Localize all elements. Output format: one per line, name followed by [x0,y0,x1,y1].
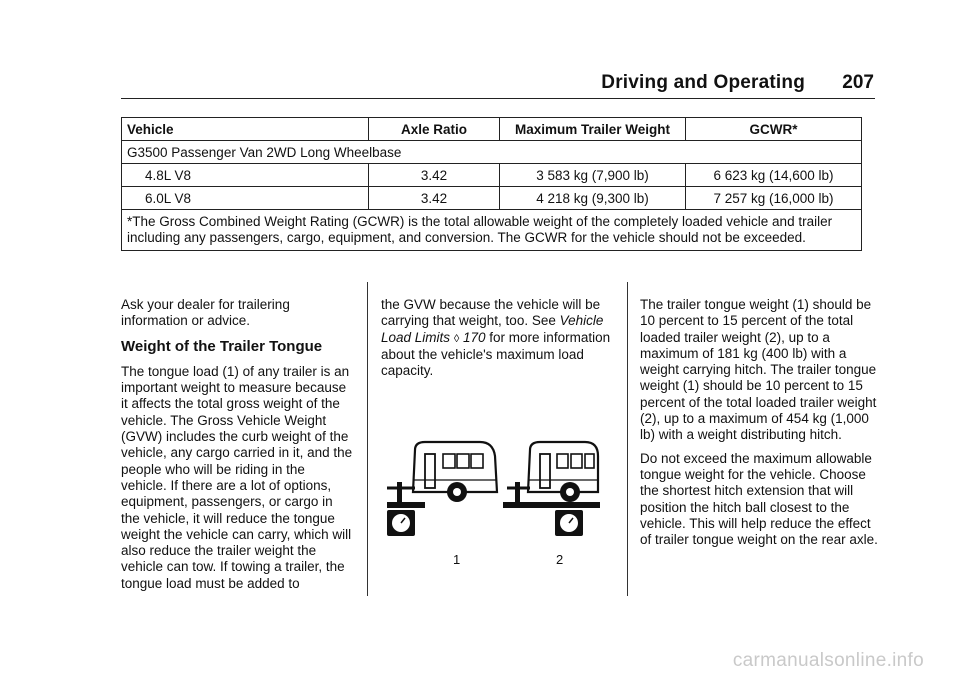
page-reference-arrow-icon: ◊ [453,332,460,345]
reference-page-number[interactable]: 170 [463,329,486,345]
trailer-spec-table [121,117,862,251]
engine-cell: 6.0L V8 [122,187,369,210]
table-row [122,187,862,210]
col-header-gcwr: GCWR* [686,118,862,141]
trailer-total-weight-illustration [503,442,600,536]
trailer-tongue-weight-illustration [387,442,497,536]
text-column-3 [640,297,878,555]
col-header-vehicle: Vehicle [122,118,369,141]
vehicle-load-limits-link[interactable]: Vehicle Load Limits [381,313,604,345]
body-paragraph: Do not exceed the maximum allowable tongue weight for the vehicle. Choose the shortest hitch extension that will position the hitch ball closest to the vehicle. This will help reduce the effect of trailer tongue weight on the rear axle. [640,450,878,548]
engine-cell: 4.8L V8 [122,164,369,187]
column-divider [367,282,368,596]
table-header-row [122,118,862,141]
column-divider [627,282,628,596]
intro-paragraph: Ask your dealer for trailering information or advice. [121,297,290,329]
section-title: Driving and Operating [601,72,805,93]
body-paragraph: The trailer tongue weight (1) should be 10 percent to 15 percent of the total loaded trailer weight (2), up to a maximum of 181 kg (400 lb) with a weight carrying hitch. The trailer tongue weight (1) should be 10 percent to 15 percent of the total loaded trailer weight (2), up to a maximum of 454 kg (1,000 lb) with a weight distributing hitch. [640,297,877,443]
diagram-label-tongue-weight: 1 [453,552,461,567]
page-number: 207 [842,72,874,93]
axle-ratio-cell: 3.42 [369,187,500,210]
text-column-2 [381,297,614,386]
watermark-text: carmanualsonline.info [732,650,924,671]
vehicle-group-label: G3500 Passenger Van 2WD Long Wheelbase [122,141,862,164]
text-fragment: the GVW because the vehicle will be carrying that weight, too. See [381,297,601,329]
text-fragment: for more information about the vehicle's maximum load capacity. [381,329,611,379]
max-weight-cell: 4 218 kg (9,300 lb) [500,187,686,210]
col-header-axle-ratio: Axle Ratio [369,118,500,141]
table-row [122,164,862,187]
table-group-row [122,141,862,164]
diagram-label-trailer-weight: 2 [556,552,564,567]
max-weight-cell: 3 583 kg (7,900 lb) [500,164,686,187]
section-heading: Weight of the Trailer Tongue [121,337,323,355]
body-paragraph: The tongue load (1) of any trailer is an important weight to measure because it affects the total gross weight of the vehicle. The Gross Vehicle Weight (GVW) includes the curb weight of the vehicle, any cargo carried in it, and the people who will be riding in the vehicle. If there are a lot of options, equipment, passengers, or cargo in the vehicle, it will reduce the tongue weight the vehicle can carry, which will also reduce the trailer weight the vehicle can tow. If towing a trailer, the tongue load must be added to [121,363,353,591]
col-header-max-trailer-weight: Maximum Trailer Weight [500,118,686,141]
text-column-1 [121,297,354,599]
table-note-row [122,210,862,251]
gcwr-cell: 7 257 kg (16,000 lb) [686,187,862,210]
header-rule [121,98,875,99]
gcwr-footnote: *The Gross Combined Weight Rating (GCWR) is the total allowable weight of the completely loaded vehicle and trailer including any passengers, cargo, equipment, and conversion. The GCWR for the vehicle should not be exceeded. [122,210,862,251]
body-paragraph [381,297,614,379]
tongue-weight-diagram [385,432,600,572]
axle-ratio-cell: 3.42 [369,164,500,187]
gcwr-cell: 6 623 kg (14,600 lb) [686,164,862,187]
